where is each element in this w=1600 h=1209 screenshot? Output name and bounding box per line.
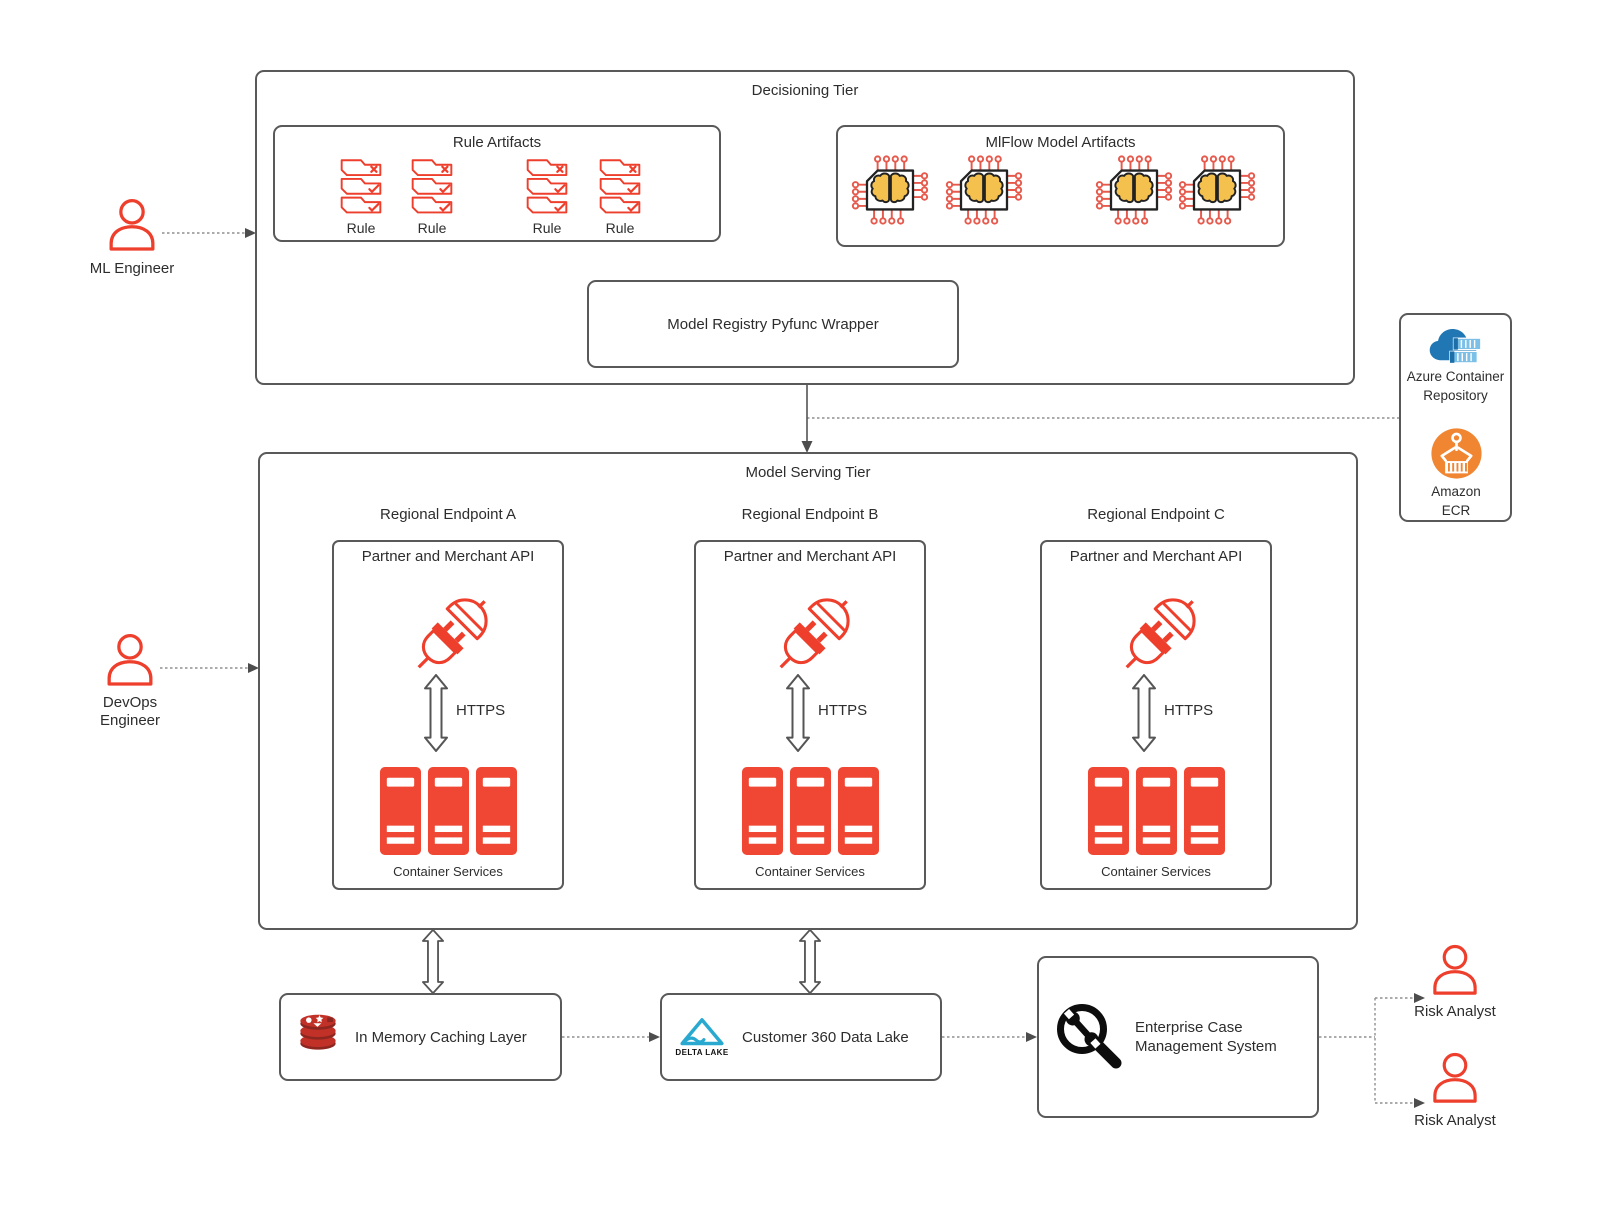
person-icon <box>103 198 161 251</box>
model-serving-tier-title: Model Serving Tier <box>745 464 871 481</box>
redis-icon <box>293 1014 343 1060</box>
plug-icon <box>1108 586 1208 686</box>
delta-lake-icon <box>679 1017 725 1047</box>
decisioning-tier <box>255 70 1355 385</box>
https-label: HTTPS <box>1164 702 1214 719</box>
container-services-label: Container Services <box>1101 864 1211 879</box>
https-double-arrow-icon <box>786 674 810 752</box>
model-registry-wrapper-label: Model Registry Pyfunc Wrapper <box>667 315 879 333</box>
server-rack-icon <box>789 766 832 856</box>
caching-label: In Memory Caching Layer <box>355 1028 527 1046</box>
delta-lake-wordmark: DELTA LAKE <box>675 1048 729 1057</box>
rule-label: Rule <box>417 220 447 236</box>
regional-endpoint-a-box <box>332 540 564 890</box>
container-services-icons <box>1042 766 1270 856</box>
case-management-label: Enterprise Case Management System <box>1135 1019 1277 1055</box>
server-rack-icon <box>1183 766 1226 856</box>
https-label: HTTPS <box>456 702 506 719</box>
risk-analyst-label: Risk Analyst <box>1414 1112 1496 1129</box>
endpoint-c-label: Regional Endpoint C <box>1087 506 1225 523</box>
server-rack-icon <box>741 766 784 856</box>
rule-label: Rule <box>346 220 376 236</box>
azure-container-registry-icon <box>1428 325 1486 369</box>
server-rack-icon <box>1087 766 1130 856</box>
rule-folder-icon <box>330 157 392 215</box>
brain-chip-icon <box>938 149 1030 231</box>
server-rack-icon <box>379 766 422 856</box>
rule-folder-icon <box>589 157 651 215</box>
brain-chip-icon <box>1171 149 1263 231</box>
https-label: HTTPS <box>818 702 868 719</box>
rule-folder-icon <box>516 157 578 215</box>
rule-artifacts-title: Rule Artifacts <box>452 134 542 151</box>
container-services-icons <box>696 766 924 856</box>
decisioning-tier-title: Decisioning Tier <box>751 82 859 99</box>
person-icon <box>1427 944 1483 995</box>
mlflow-artifacts-title: MlFlow Model Artifacts <box>985 134 1136 151</box>
mlflow-artifacts-box <box>836 125 1285 247</box>
model-registry-wrapper-box <box>587 280 959 368</box>
endpoint-b-label: Regional Endpoint B <box>741 506 879 523</box>
brain-chip-icon <box>844 149 936 231</box>
partner-merchant-api-label: Partner and Merchant API <box>723 548 897 565</box>
server-rack-icon <box>1135 766 1178 856</box>
regional-endpoint-c-box <box>1040 540 1272 890</box>
person-icon <box>1427 1052 1483 1103</box>
rule-label: Rule <box>605 220 635 236</box>
datalake-label: Customer 360 Data Lake <box>742 1028 909 1046</box>
endpoint-a-label: Regional Endpoint A <box>380 506 516 523</box>
delta-lake-logo <box>674 1017 730 1057</box>
https-double-arrow-icon <box>424 674 448 752</box>
plug-icon <box>762 586 862 686</box>
rule-artifacts-box <box>273 125 721 242</box>
container-services-label: Container Services <box>755 864 865 879</box>
ml-engineer-label: ML Engineer <box>89 260 175 277</box>
server-rack-icon <box>475 766 518 856</box>
server-rack-icon <box>427 766 470 856</box>
container-services-label: Container Services <box>393 864 503 879</box>
plug-icon <box>400 586 500 686</box>
partner-merchant-api-label: Partner and Merchant API <box>1069 548 1243 565</box>
server-rack-icon <box>837 766 880 856</box>
registries-panel <box>1399 313 1512 522</box>
magnifier-wrench-icon <box>1051 999 1127 1075</box>
rule-folder-icon <box>401 157 463 215</box>
customer-360-datalake-box <box>660 993 942 1081</box>
model-serving-tier <box>258 452 1358 930</box>
brain-chip-icon <box>1088 149 1180 231</box>
rule-label: Rule <box>532 220 562 236</box>
regional-endpoint-b-box <box>694 540 926 890</box>
partner-merchant-api-label: Partner and Merchant API <box>361 548 535 565</box>
person-icon <box>101 633 159 686</box>
in-memory-caching-box <box>279 993 562 1081</box>
amazon-ecr-label: Amazon ECR <box>1431 484 1481 518</box>
risk-analyst-label: Risk Analyst <box>1414 1003 1496 1020</box>
devops-engineer-label: DevOps Engineer <box>99 694 161 729</box>
https-double-arrow-icon <box>1132 674 1156 752</box>
amazon-ecr-icon <box>1430 427 1483 480</box>
container-services-icons <box>334 766 562 856</box>
azure-repo-label: Azure Container Repository <box>1406 369 1505 403</box>
case-management-box <box>1037 956 1319 1118</box>
